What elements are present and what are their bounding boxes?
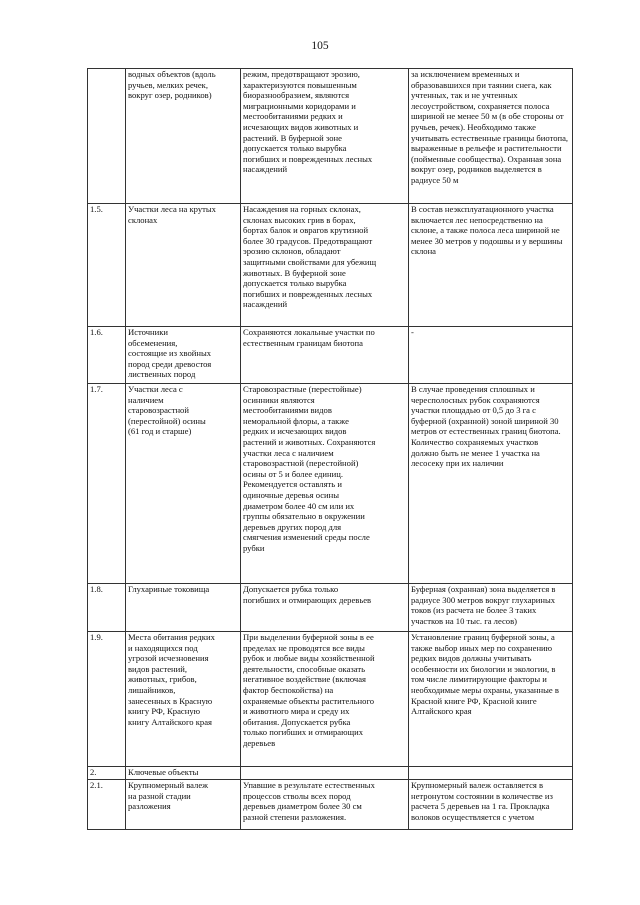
requirement-text: Сохраняются локальные участки по естественным границам биотопа [241, 327, 409, 384]
row-number: 1.6. [88, 327, 126, 384]
requirement-text: Насаждения на горных склонах, склонах высоких грив в борах, бортах балок и оврагов крутизной более 30 градусов. Предотвращают эрозию склонов, обладают защитными свойствами для убежищ животных. В буферной зоне допускается только вырубка погибших и поврежденных лесных насаждений [241, 204, 409, 327]
note-text: - [409, 327, 573, 384]
table-row [88, 584, 573, 632]
row-number: 2. [88, 767, 126, 780]
object-name: Участки леса на крутых склонах [126, 204, 241, 327]
table-row [88, 69, 573, 204]
table-row [88, 327, 573, 384]
row-number: 2.1. [88, 780, 126, 830]
note-text: за исключением временных и образовавшихся при таянии снега, как учтенных, так и не учтенных лесоустройством, сохраняется полоса шириной не менее 50 м (в обе стороны от ручьев, речек). Необходимо также учитывать естественные границы биотопа, выраженные в рельефе и растительности (пойменные сообщества). Охранная зона вокруг озер, родников выделяется в радиусе 50 м [409, 69, 573, 204]
object-name: Участки леса с наличием старовозрастной (перестойной) осины (61 год и старше) [126, 384, 241, 584]
note-text [409, 767, 573, 780]
row-number: 1.7. [88, 384, 126, 584]
requirement-text [241, 767, 409, 780]
requirement-text: Старовозрастные (перестойные) осинники являются местообитаниями видов неморальной флоры, а также редких и исчезающих видов растений и животных. Сохраняются участки леса с наличием старовозрастной (перестойной) осины от 5 и более единиц. Рекомендуется оставлять и одиночные деревья осины диаметром более 40 см или их группы обязательно в окружении деревьев других пород для смягчения изменений среды после рубки [241, 384, 409, 584]
table-row [88, 780, 573, 830]
row-number: 1.8. [88, 584, 126, 632]
requirement-text: Допускается рубка только погибших и отмирающих деревьев [241, 584, 409, 632]
note-text: Крупномерный валеж оставляется в нетронутом состоянии в количестве из расчета 5 деревьев на 1 га. Прокладка волоков осуществляется с учетом [409, 780, 573, 830]
section-heading: Ключевые объекты [126, 767, 241, 780]
requirement-text: режим, предотвращают эрозию, характеризуются повышенным биоразнообразием, являются миграционными коридорами и местообитаниями редких и исчезающих видов животных и растений. В буферной зоне допускается только вырубка погибших и поврежденных лесных насаждений [241, 69, 409, 204]
object-name: Источники обсеменения, состоящие из хвойных пород среди древостоя лиственных пород [126, 327, 241, 384]
page-number: 105 [311, 40, 329, 52]
requirement-text: Упавшие в результате естественных процессов стволы всех пород деревьев диаметром более 30 см разной степени разложения. [241, 780, 409, 830]
note-text: Буферная (охранная) зона выделяется в радиусе 300 метров вокруг глухариных токов (из расчета не более 3 таких участков на 10 тыс. га лесов) [409, 584, 573, 632]
row-number: 1.9. [88, 632, 126, 767]
row-number [88, 69, 126, 204]
table-row [88, 767, 573, 780]
note-text: В состав неэксплуатационного участка включается лес непосредственно на склоне, а также полоса леса шириной не менее 30 метров у подошвы и у вершины склона [409, 204, 573, 327]
row-number: 1.5. [88, 204, 126, 327]
object-name: Места обитания редких и находящихся под угрозой исчезновения видов растений, животных, грибов, лишайников, занесенных в Красную книгу РФ, Красную книгу Алтайского края [126, 632, 241, 767]
requirement-text: При выделении буферной зоны в ее пределах не проводятся все виды рубок и любые виды хозяйственной деятельности, способные оказать негативное воздействие (включая фактор беспокойства) на охраняемые объекты растительного и животного мира и среду их обитания. Допускается рубка только погибших и отмирающих деревьев [241, 632, 409, 767]
object-name: Крупномерный валеж на разной стадии разложения [126, 780, 241, 830]
table-row [88, 384, 573, 584]
note-text: В случае проведения сплошных и чересполосных рубок сохраняются участки площадью от 0,5 до 3 га с буферной (охранной) зоной шириной 30 метров от естественных границ биотопа. Количество сохраняемых участков должно быть не менее 1 участка на лесосеку при их наличии [409, 384, 573, 584]
object-name: Глухариные токовища [126, 584, 241, 632]
requirements-table [87, 68, 573, 830]
note-text: Установление границ буферной зоны, а также выбор иных мер по сохранению редких видов должны учитывать особенности их биологии и экологии, в том числе лимитирующие факторы и необходимые меры охраны, указанные в Красной книге РФ, Красной книге Алтайского края [409, 632, 573, 767]
table-row [88, 632, 573, 767]
object-name: водных объектов (вдоль ручьев, мелких речек, вокруг озер, родников) [126, 69, 241, 204]
table-row [88, 204, 573, 327]
